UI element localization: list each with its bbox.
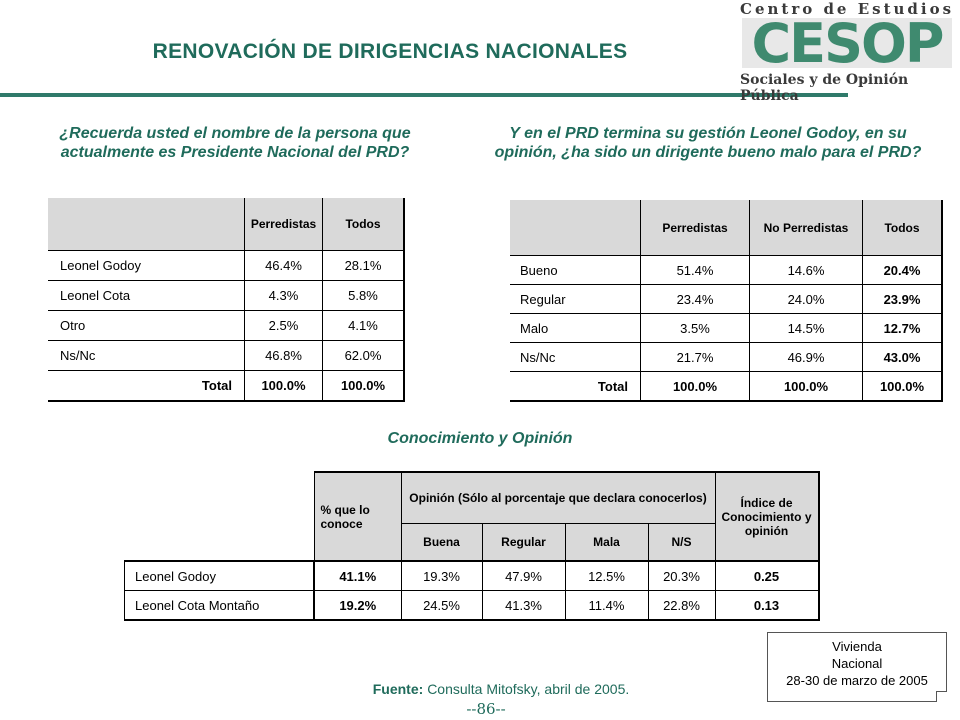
cell: 23.4% — [641, 285, 750, 314]
row-label: Leonel Cota — [48, 281, 245, 311]
row-label: Bueno — [510, 256, 641, 285]
page-fold-icon — [936, 691, 947, 702]
row-label: Leonel Godoy — [125, 561, 315, 591]
logo-bottom-text: Sociales y de Opinión Pública — [740, 72, 909, 104]
cell: 100.0% — [245, 371, 323, 402]
cell: 4.1% — [323, 311, 405, 341]
table-opinion-godoy — [510, 200, 943, 402]
title-divider — [0, 93, 848, 97]
header-blank — [510, 200, 641, 256]
table-header-row — [510, 200, 942, 256]
header-mala: Mala — [565, 524, 648, 562]
cell: 21.7% — [641, 343, 750, 372]
row-label: Otro — [48, 311, 245, 341]
cell: 100.0% — [750, 372, 863, 402]
note-line-2: Nacional — [831, 656, 883, 671]
cell: 0.25 — [715, 561, 819, 591]
header-indice: Índice de Conocimiento y opinión — [715, 472, 819, 561]
cell: 11.4% — [565, 591, 648, 621]
table-row — [510, 343, 942, 372]
cell: 3.5% — [641, 314, 750, 343]
cell: 0.13 — [715, 591, 819, 621]
cell: 19.3% — [401, 561, 482, 591]
logo-mark — [742, 12, 952, 75]
question-1: ¿Recuerda usted el nombre de la persona que actualmente es Presidente Nacional del PRD? — [59, 125, 411, 161]
page-number: --86-- — [466, 700, 506, 718]
header-regular: Regular — [482, 524, 565, 562]
cell: 22.8% — [648, 591, 715, 621]
cell: 43.0% — [863, 343, 943, 372]
cell: 19.2% — [314, 591, 401, 621]
cell: 62.0% — [323, 341, 405, 371]
cell: 47.9% — [482, 561, 565, 591]
table-row — [48, 281, 404, 311]
table-row — [48, 341, 404, 371]
cell: 20.4% — [863, 256, 943, 285]
cell: 4.3% — [245, 281, 323, 311]
cell: 100.0% — [323, 371, 405, 402]
row-label: Leonel Cota Montaño — [125, 591, 315, 621]
source-label: Fuente: — [372, 681, 424, 697]
header-opinion: Opinión (Sólo al porcentaje que declara conocerlos) — [401, 472, 715, 524]
table-row — [125, 561, 819, 591]
survey-note — [767, 632, 947, 702]
source-text: Consulta Mitofsky, abril de 2005. — [427, 681, 630, 697]
header-todos: Todos — [323, 198, 405, 251]
cell: 12.5% — [565, 561, 648, 591]
table-row — [510, 314, 942, 343]
header-conoce: % que lo conoce — [314, 472, 401, 561]
total-label: Total — [48, 371, 245, 402]
header-ns: N/S — [648, 524, 715, 562]
cell: 24.5% — [401, 591, 482, 621]
page-title: RENOVACIÓN DE DIRIGENCIAS NACIONALES — [152, 40, 628, 63]
cell: 46.8% — [245, 341, 323, 371]
cell: 20.3% — [648, 561, 715, 591]
header-perredistas: Perredistas — [245, 198, 323, 251]
table-row — [125, 591, 819, 621]
row-label: Malo — [510, 314, 641, 343]
cell: 24.0% — [750, 285, 863, 314]
cesop-logo — [738, 0, 960, 104]
row-label: Leonel Godoy — [48, 251, 245, 281]
table-recall-president — [48, 198, 405, 402]
table-total-row — [510, 372, 942, 402]
table-row — [48, 251, 404, 281]
table-total-row — [48, 371, 404, 402]
row-label: Regular — [510, 285, 641, 314]
table-header-row — [125, 472, 819, 524]
header-buena: Buena — [401, 524, 482, 562]
cell: 28.1% — [323, 251, 405, 281]
header-perredistas: Perredistas — [641, 200, 750, 256]
cell: 46.4% — [245, 251, 323, 281]
row-label: Ns/Nc — [48, 341, 245, 371]
section-subtitle: Conocimiento y Opinión — [387, 430, 573, 447]
header-no-perredistas: No Perredistas — [750, 200, 863, 256]
cell: 51.4% — [641, 256, 750, 285]
cell: 12.7% — [863, 314, 943, 343]
logo-mark-text: CESOP — [751, 12, 943, 75]
table-row — [510, 256, 942, 285]
table-row — [48, 311, 404, 341]
note-line-1: Vivienda — [832, 639, 882, 654]
header-blank — [125, 472, 315, 561]
logo-top-text: Centro de Estudios — [740, 0, 955, 18]
cell: 14.6% — [750, 256, 863, 285]
header-todos: Todos — [863, 200, 943, 256]
cell: 100.0% — [863, 372, 943, 402]
header-blank — [48, 198, 245, 251]
cell: 41.3% — [482, 591, 565, 621]
cell: 5.8% — [323, 281, 405, 311]
row-label: Ns/Nc — [510, 343, 641, 372]
total-label: Total — [510, 372, 641, 402]
cell: 23.9% — [863, 285, 943, 314]
cell: 2.5% — [245, 311, 323, 341]
cell: 46.9% — [750, 343, 863, 372]
table-row — [510, 285, 942, 314]
note-line-3: 28-30 de marzo de 2005 — [786, 673, 928, 688]
cell: 100.0% — [641, 372, 750, 402]
cell: 14.5% — [750, 314, 863, 343]
table-header-row — [48, 198, 404, 251]
question-2: Y en el PRD termina su gestión Leonel Godoy, en su opinión, ¿ha sido un dirigente bueno malo para el PRD? — [494, 125, 922, 161]
table-knowledge-opinion — [124, 471, 820, 621]
cell: 41.1% — [314, 561, 401, 591]
